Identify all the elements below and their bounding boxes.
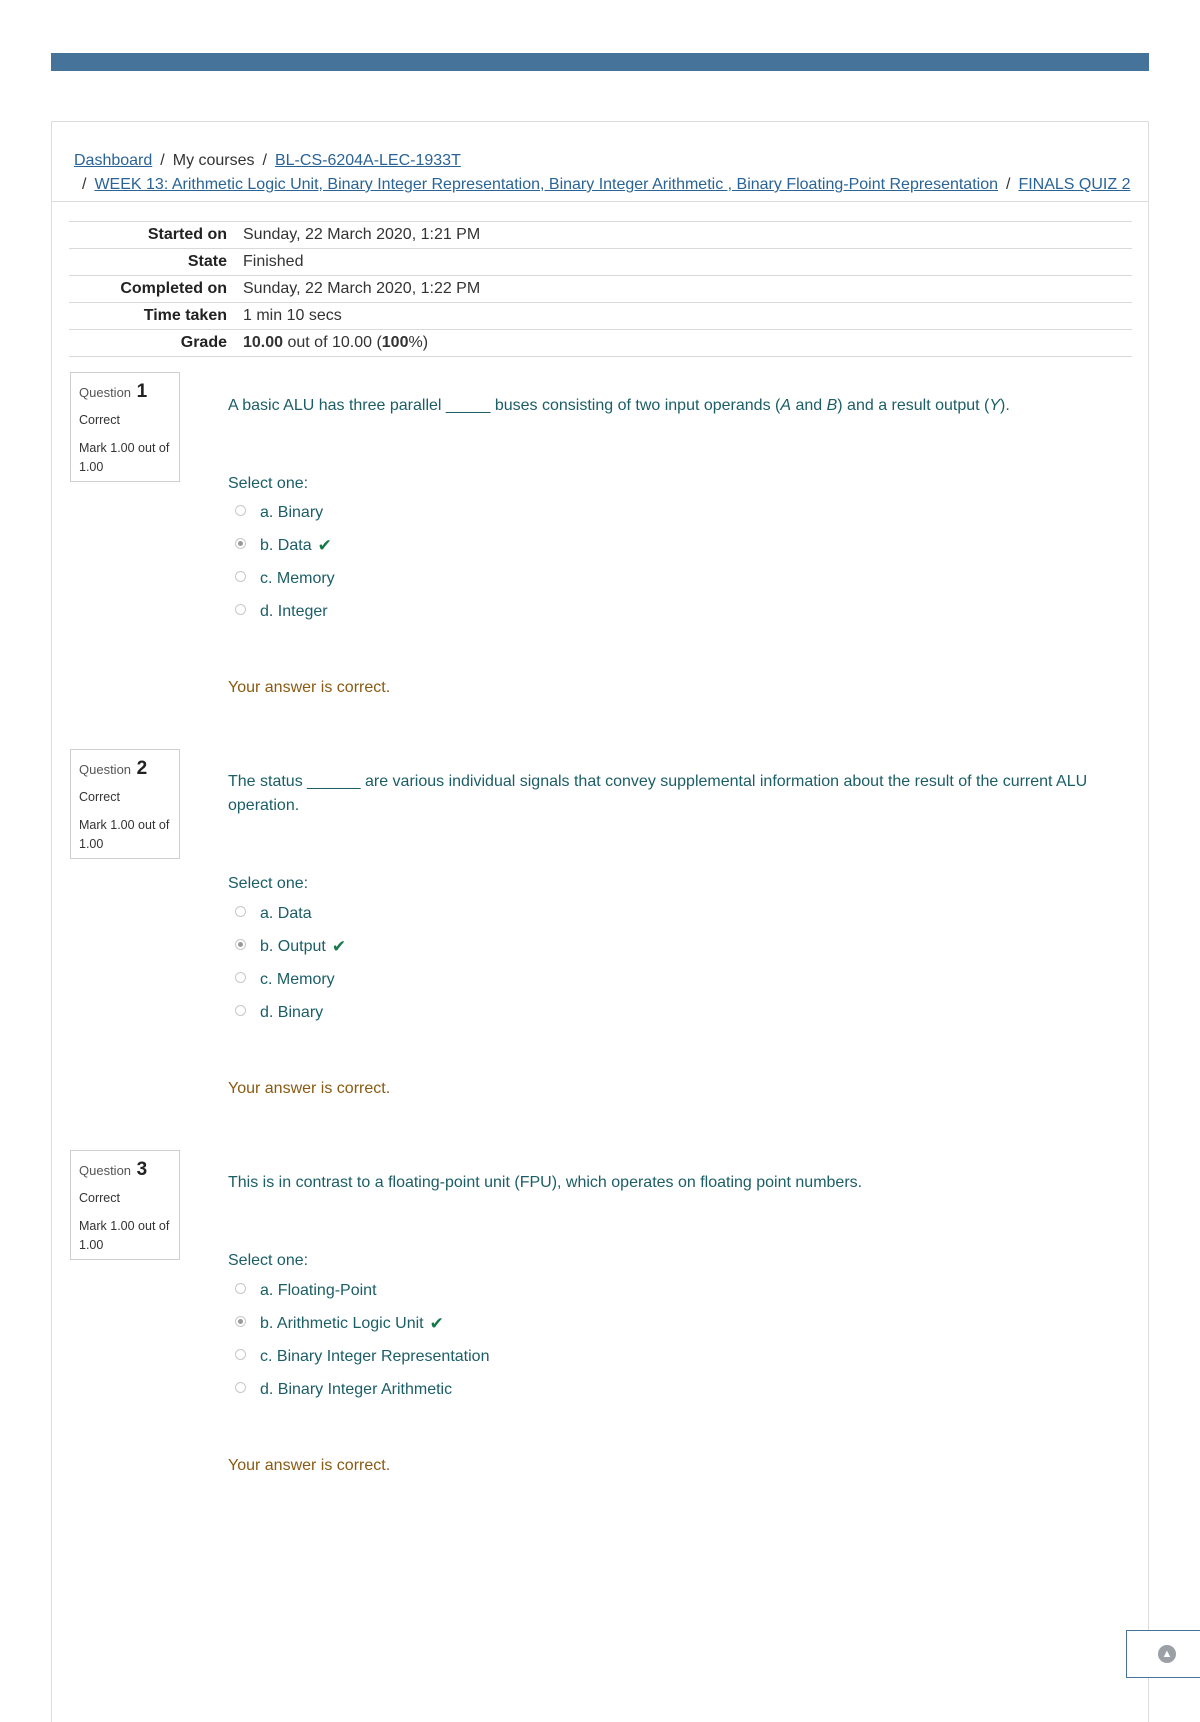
radio-button[interactable] — [235, 505, 246, 516]
answer-option-label: b. Output — [260, 938, 326, 955]
answer-option[interactable] — [235, 1001, 323, 1025]
question-text — [228, 394, 1108, 418]
attempt-summary-table — [69, 221, 1132, 357]
answer-option[interactable] — [235, 1312, 444, 1336]
question-info-box — [70, 749, 180, 859]
question-number-value: 2 — [136, 758, 148, 779]
grade-percent: 100 — [381, 334, 409, 351]
radio-button[interactable] — [235, 972, 246, 983]
check-icon: ✔ — [331, 937, 347, 956]
answer-option-label: d. Integer — [260, 603, 328, 620]
breadcrumb-course-link[interactable]: BL-CS-6204A-LEC-1933T — [274, 152, 461, 169]
answer-option[interactable] — [235, 534, 332, 558]
question-text-part: and — [791, 397, 827, 414]
breadcrumb-my-courses: My courses — [172, 152, 255, 169]
answer-option-label: d. Binary — [260, 1004, 324, 1021]
breadcrumb-quiz-link[interactable]: FINALS QUIZ 2 — [1018, 176, 1131, 193]
answer-option-label: a. Floating-Point — [260, 1282, 377, 1299]
radio-button[interactable] — [235, 1349, 246, 1360]
breadcrumb-week-link[interactable]: WEEK 13: Arithmetic Logic Unit, Binary Integer Representation, Binary Integer Arithmetic , Binary Floating-Point Representation — [94, 176, 998, 193]
question-text-part: A basic ALU has three parallel _____ buses consisting of two input operands ( — [228, 397, 781, 414]
question-mark: Mark 1.00 out of 1.00 — [79, 441, 170, 474]
radio-button[interactable] — [235, 939, 246, 950]
answer-option-label: a. Data — [260, 905, 312, 922]
question-text-part: ) and a result output ( — [837, 397, 990, 414]
radio-button[interactable] — [235, 906, 246, 917]
answer-option-label: b. Arithmetic Logic Unit — [260, 1315, 424, 1332]
question-state: Correct — [79, 413, 120, 427]
breadcrumb-line-1 — [74, 152, 461, 170]
state-label: State — [69, 249, 243, 276]
grade-score: 10.00 — [243, 334, 284, 351]
answer-option[interactable] — [235, 1378, 452, 1402]
breadcrumb-separator: / — [160, 152, 165, 169]
state-value: Finished — [243, 249, 1132, 276]
question-number-value: 3 — [136, 1159, 148, 1180]
breadcrumb-separator: / — [262, 152, 267, 169]
breadcrumb-separator: / — [82, 176, 87, 193]
question-text-part: B — [826, 397, 838, 414]
answer-option-label: c. Memory — [260, 570, 335, 587]
answer-option-label: b. Data — [260, 537, 312, 554]
question-info-box — [70, 372, 180, 482]
question-state: Correct — [79, 1191, 120, 1205]
answer-option-label: d. Binary Integer Arithmetic — [260, 1381, 453, 1398]
answer-option[interactable] — [235, 567, 335, 591]
quiz-review-page — [51, 121, 1149, 1722]
breadcrumb-dashboard-link[interactable]: Dashboard — [74, 152, 153, 169]
answer-option-label: c. Memory — [260, 971, 335, 988]
question-number — [79, 1159, 147, 1181]
question-number — [79, 381, 147, 403]
answer-option[interactable] — [235, 1279, 377, 1303]
breadcrumb-line-2 — [82, 176, 1130, 194]
answer-option[interactable] — [235, 1345, 489, 1369]
time-taken-value: 1 min 10 secs — [243, 303, 1132, 330]
grade-label: Grade — [69, 330, 243, 357]
answer-option[interactable] — [235, 968, 335, 992]
breadcrumb-separator: / — [1006, 176, 1011, 193]
question-text-part: A — [780, 397, 792, 414]
question-text: This is in contrast to a floating-point unit (FPU), which operates on floating point numbers. — [228, 1174, 863, 1191]
answer-option[interactable] — [235, 600, 328, 624]
question-text-part: Y — [989, 397, 1001, 414]
question-state: Correct — [79, 790, 120, 804]
select-one-label: Select one: — [228, 1252, 309, 1269]
summary-row — [69, 276, 1132, 303]
select-one-label: Select one: — [228, 475, 309, 492]
grade-value — [243, 330, 1132, 357]
select-one-label: Select one: — [228, 875, 309, 892]
summary-row — [69, 249, 1132, 276]
breadcrumb — [52, 122, 1148, 202]
check-icon: ✔ — [317, 536, 332, 555]
back-to-top-button[interactable] — [1126, 1630, 1200, 1678]
question-label: Question — [79, 385, 132, 400]
answer-option[interactable] — [235, 902, 312, 926]
question-mark: Mark 1.00 out of 1.00 — [79, 818, 170, 851]
radio-button[interactable] — [235, 538, 246, 549]
question-label: Question — [79, 762, 132, 777]
answer-option-label: a. Binary — [260, 504, 324, 521]
radio-button[interactable] — [235, 604, 246, 615]
summary-row — [69, 330, 1132, 357]
answer-option[interactable] — [235, 935, 346, 959]
question-mark: Mark 1.00 out of 1.00 — [79, 1219, 170, 1252]
header-bar — [51, 53, 1149, 71]
started-on-value: Sunday, 22 March 2020, 1:21 PM — [243, 222, 1132, 249]
question-info-box — [70, 1150, 180, 1260]
grade-suffix: %) — [408, 334, 429, 351]
question-number-value: 1 — [136, 381, 148, 402]
radio-button[interactable] — [235, 1283, 246, 1294]
completed-on-label: Completed on — [69, 276, 243, 303]
answer-option-label: c. Binary Integer Representation — [260, 1348, 490, 1365]
started-on-label: Started on — [69, 222, 243, 249]
radio-button[interactable] — [235, 1382, 246, 1393]
radio-button[interactable] — [235, 571, 246, 582]
summary-row — [69, 303, 1132, 330]
completed-on-value: Sunday, 22 March 2020, 1:22 PM — [243, 276, 1132, 303]
question-number — [79, 758, 147, 780]
check-icon: ✔ — [429, 1314, 444, 1333]
question-feedback: Your answer is correct. — [228, 1080, 391, 1097]
radio-button[interactable] — [235, 1005, 246, 1016]
question-feedback: Your answer is correct. — [228, 679, 391, 696]
arrow-up-icon: ▲ — [1158, 1645, 1176, 1663]
question-text-part: ). — [1000, 397, 1010, 414]
radio-button[interactable] — [235, 1316, 246, 1327]
summary-row — [69, 222, 1132, 249]
question-text: The status ______ are various individual signals that convey supplemental information about the result of the current ALU operation. — [228, 773, 1088, 814]
question-label: Question — [79, 1163, 132, 1178]
grade-outof: out of 10.00 ( — [283, 334, 382, 351]
answer-option[interactable] — [235, 501, 323, 525]
question-feedback: Your answer is correct. — [228, 1457, 391, 1474]
time-taken-label: Time taken — [69, 303, 243, 330]
